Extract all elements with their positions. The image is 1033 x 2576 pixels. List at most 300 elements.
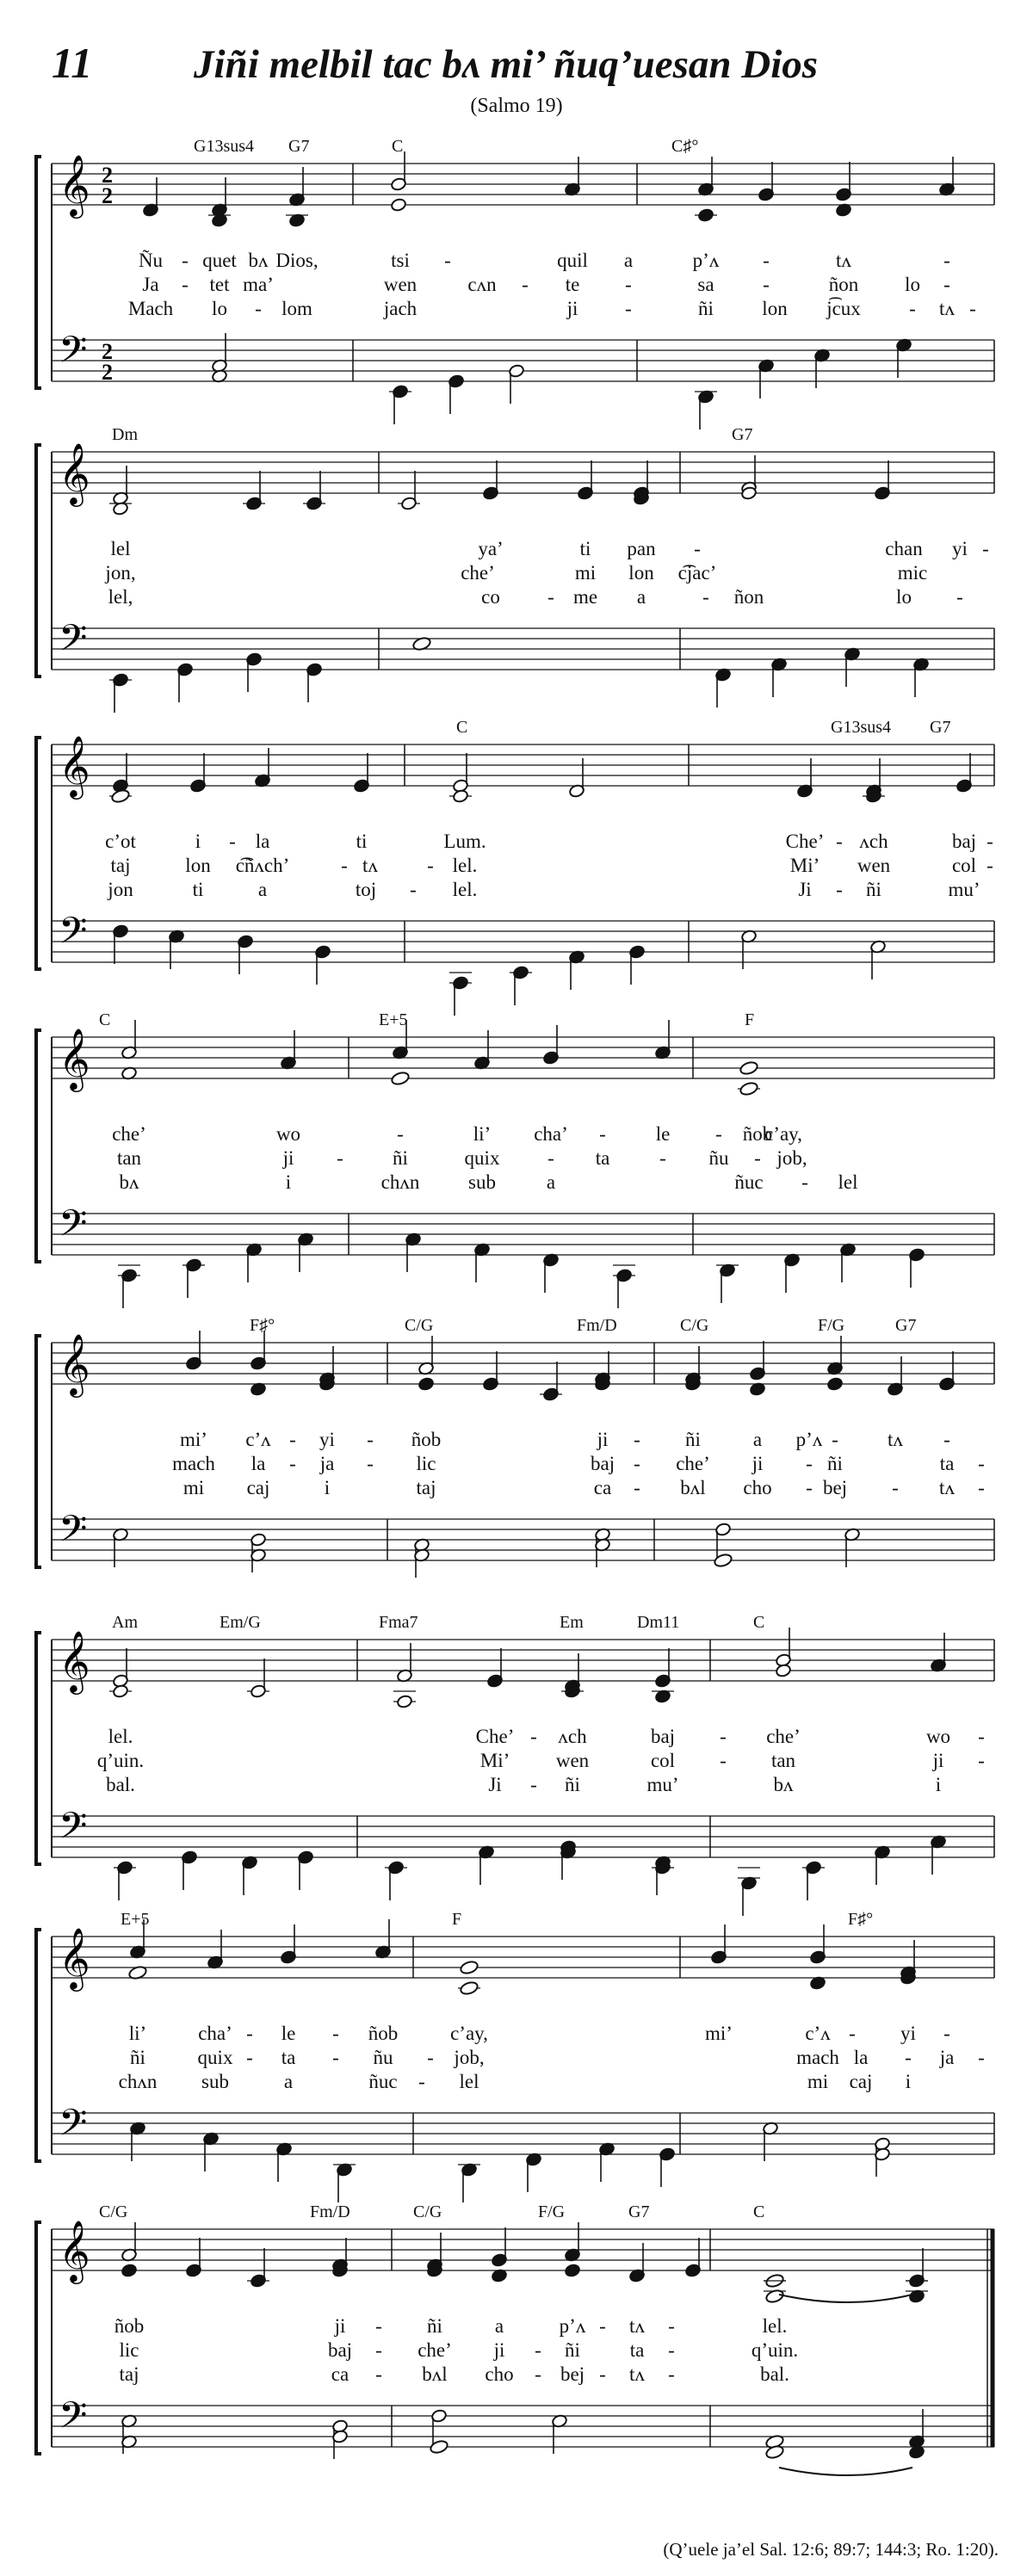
lyric-syllable: ji bbox=[566, 298, 578, 319]
lyric-syllable: bal. bbox=[106, 1774, 135, 1795]
lyric-syllable: ñi bbox=[565, 1774, 580, 1795]
lyric-syllable: li’ bbox=[473, 1123, 492, 1145]
lyric-syllable: - bbox=[668, 2339, 675, 2361]
lyric-syllable: ñi bbox=[427, 2315, 442, 2337]
lyric-syllable: mach bbox=[796, 2047, 839, 2068]
lyric-syllable: lom bbox=[281, 298, 312, 319]
notehead bbox=[111, 788, 131, 804]
lyric-syllable: - bbox=[410, 879, 417, 900]
lyric-syllable: - bbox=[978, 1726, 985, 1747]
treble-clef-icon: 𝄞 bbox=[59, 153, 90, 216]
lyric-syllable: lel. bbox=[108, 1726, 133, 1747]
lyric-syllable: ñu bbox=[373, 2047, 393, 2068]
lyric-syllable: - bbox=[978, 1477, 985, 1498]
chord-symbol: E+5 bbox=[379, 1010, 408, 1029]
lyric-syllable: a bbox=[546, 1171, 556, 1193]
lyric-syllable: ñuc bbox=[368, 2071, 398, 2092]
lyric-syllable: c’ay, bbox=[450, 2023, 488, 2044]
chord-symbol: G7 bbox=[732, 425, 753, 444]
lyric-syllable: la bbox=[251, 1453, 266, 1474]
lyric-syllable: mi bbox=[182, 1477, 205, 1498]
lyric-syllable: tʌ bbox=[836, 250, 851, 271]
system-bracket bbox=[36, 1336, 41, 1567]
lyric-syllable: lel bbox=[838, 1171, 858, 1193]
lyric-syllable: i bbox=[195, 831, 201, 852]
music-system-1 bbox=[0, 137, 1033, 452]
lyric-syllable: jon bbox=[108, 879, 133, 900]
lyric-syllable: lel bbox=[110, 538, 131, 559]
lyric-syllable: lel bbox=[459, 2071, 479, 2092]
lyric-syllable: quix bbox=[197, 2047, 233, 2068]
lyric-syllable: lo bbox=[896, 586, 912, 608]
lyric-syllable: Mi’ bbox=[479, 1750, 510, 1771]
system-bracket bbox=[36, 738, 41, 969]
time-signature-bottom: 2 bbox=[102, 360, 113, 385]
lyric-syllable: bej bbox=[560, 2363, 585, 2385]
lyric-syllable: ca bbox=[331, 2363, 349, 2385]
lyric-syllable: - bbox=[754, 1147, 761, 1169]
lyric-syllable: - bbox=[397, 1123, 404, 1145]
lyric-syllable: Lum. bbox=[443, 831, 486, 852]
lyric-syllable: lon bbox=[185, 855, 211, 876]
lyric-syllable: mi’ bbox=[705, 2023, 733, 2044]
lyric-syllable: ti bbox=[192, 879, 204, 900]
lyric-syllable: - bbox=[892, 1477, 899, 1498]
music-system-6 bbox=[0, 1613, 1033, 1928]
lyric-syllable: wen bbox=[383, 274, 418, 295]
lyric-syllable: la bbox=[853, 2047, 869, 2068]
lyric-syllable: la bbox=[255, 831, 270, 852]
notehead bbox=[391, 1071, 411, 1086]
lyric-syllable: mach bbox=[172, 1453, 215, 1474]
tie bbox=[779, 2468, 912, 2475]
lyric-syllable: ñi bbox=[698, 298, 714, 319]
chord-symbol: G13sus4 bbox=[831, 718, 892, 737]
music-system-3 bbox=[0, 718, 1033, 1033]
lyric-syllable: quil bbox=[557, 250, 588, 271]
lyric-syllable: ta bbox=[595, 1147, 610, 1169]
lyric-syllable: - bbox=[987, 831, 993, 852]
chord-symbol: Am bbox=[112, 1613, 138, 1632]
chord-symbol: C♯° bbox=[671, 137, 699, 156]
chord-symbol: C bbox=[99, 1010, 111, 1029]
chord-symbol: F bbox=[745, 1010, 755, 1029]
lyric-syllable: ʌch bbox=[859, 831, 888, 852]
lyric-syllable: - bbox=[668, 2315, 675, 2337]
treble-clef-icon: 𝄞 bbox=[59, 1332, 90, 1395]
lyric-syllable: - bbox=[182, 274, 189, 295]
lyric-syllable: bʌ bbox=[773, 1774, 794, 1795]
lyric-syllable: jach bbox=[383, 298, 418, 319]
lyric-syllable: lel. bbox=[452, 879, 478, 900]
lyric-syllable: - bbox=[969, 298, 976, 319]
lyric-syllable: te bbox=[565, 274, 580, 295]
lyric-syllable: - bbox=[367, 1453, 374, 1474]
notehead bbox=[430, 2439, 449, 2455]
lyric-syllable: - bbox=[978, 1453, 985, 1474]
lyric-syllable: yi bbox=[319, 1429, 335, 1450]
lyric-syllable: quix bbox=[464, 1147, 500, 1169]
lyric-syllable: ya’ bbox=[478, 538, 504, 559]
chord-symbol: Fm/D bbox=[577, 1316, 617, 1335]
music-system-7 bbox=[0, 1910, 1033, 2225]
lyric-syllable: ji bbox=[282, 1147, 294, 1169]
chord-symbol: G7 bbox=[895, 1316, 917, 1335]
staff-graphics bbox=[0, 723, 1033, 1033]
chord-symbol: C bbox=[392, 137, 404, 156]
chord-symbol: G7 bbox=[628, 2202, 650, 2221]
lyric-syllable: baj bbox=[650, 1726, 676, 1747]
notehead bbox=[112, 1684, 128, 1699]
treble-clef-icon: 𝄞 bbox=[59, 1629, 90, 1692]
lyric-syllable: wen bbox=[857, 855, 891, 876]
lyric-syllable: che’ bbox=[461, 562, 495, 584]
treble-clef-icon: 𝄞 bbox=[59, 2219, 90, 2282]
lyric-syllable: - bbox=[720, 1726, 727, 1747]
lyric-syllable: li’ bbox=[128, 2023, 147, 2044]
time-signature-top: 2 bbox=[102, 339, 113, 364]
notehead bbox=[739, 1081, 759, 1096]
lyric-syllable: ti bbox=[356, 831, 368, 852]
lyric-syllable: che’ bbox=[676, 1453, 710, 1474]
treble-clef-icon: 𝄞 bbox=[59, 1926, 90, 1989]
system-bracket bbox=[36, 2222, 41, 2454]
lyric-syllable: - bbox=[337, 1147, 343, 1169]
lyric-syllable: - bbox=[246, 2023, 253, 2044]
lyric-syllable: - bbox=[547, 1147, 554, 1169]
lyric-syllable: - bbox=[289, 1453, 296, 1474]
lyric-syllable: i bbox=[935, 1774, 942, 1795]
lyric-syllable: - bbox=[763, 274, 770, 295]
lyric-syllable: a bbox=[636, 586, 646, 608]
notehead bbox=[697, 208, 714, 223]
lyric-syllable: quet bbox=[202, 250, 237, 271]
lyric-syllable: tet bbox=[209, 274, 230, 295]
treble-clef-icon: 𝄞 bbox=[59, 1027, 90, 1090]
lyric-syllable: a bbox=[623, 250, 634, 271]
lyric-syllable: wen bbox=[555, 1750, 590, 1771]
notehead bbox=[564, 2264, 580, 2278]
music-system-8 bbox=[0, 2202, 1033, 2517]
notehead bbox=[714, 1553, 733, 1568]
chord-symbol: C bbox=[456, 718, 468, 737]
lyric-syllable: baj bbox=[590, 1453, 615, 1474]
lyric-syllable: mic bbox=[897, 562, 928, 584]
chord-symbol: C bbox=[753, 2202, 765, 2221]
lyric-syllable: sub bbox=[468, 1171, 496, 1193]
lyric-syllable: cho bbox=[485, 2363, 514, 2385]
lyric-syllable: bʌl bbox=[680, 1477, 706, 1498]
lyric-syllable: - bbox=[909, 298, 916, 319]
lyric-syllable: ñob bbox=[742, 1123, 773, 1145]
lyric-syllable: q’uin. bbox=[96, 1750, 145, 1771]
staff-graphics bbox=[0, 1321, 1033, 1631]
lyric-syllable: - bbox=[255, 298, 262, 319]
hymn-number: 11 bbox=[52, 39, 93, 87]
lyric-syllable: ñu bbox=[708, 1147, 729, 1169]
chord-symbol: F♯° bbox=[250, 1316, 275, 1335]
lyric-syllable: ji bbox=[932, 1750, 944, 1771]
lyric-syllable: col bbox=[650, 1750, 676, 1771]
chord-symbol: Fm/D bbox=[310, 2202, 350, 2221]
lyric-syllable: - bbox=[943, 250, 950, 271]
hymn-subtitle: (Salmo 19) bbox=[470, 95, 563, 117]
lyric-syllable: - bbox=[229, 831, 236, 852]
lyric-syllable: cʌn bbox=[467, 274, 497, 295]
lyric-syllable: - bbox=[289, 1429, 296, 1450]
notehead bbox=[826, 1377, 843, 1392]
lyric-syllable: - bbox=[806, 1477, 813, 1498]
lyric-syllable: ñi bbox=[685, 1429, 701, 1450]
lyric-syllable: mi bbox=[574, 562, 597, 584]
lyric-syllable: lel, bbox=[108, 586, 133, 608]
lyric-syllable: - bbox=[668, 2363, 675, 2385]
lyric-syllable: ta bbox=[629, 2339, 645, 2361]
lyric-syllable: lon bbox=[628, 562, 654, 584]
lyric-syllable: q’uin. bbox=[751, 2339, 799, 2361]
lyric-syllable: sa bbox=[697, 274, 714, 295]
bass-clef-icon: 𝄢 bbox=[59, 1805, 88, 1856]
lyric-syllable: - bbox=[956, 586, 963, 608]
chord-symbol: Em/G bbox=[220, 1613, 261, 1632]
lyric-syllable: ca bbox=[593, 1477, 612, 1498]
music-system-4 bbox=[0, 1010, 1033, 1325]
lyric-syllable: taj bbox=[119, 2363, 139, 2385]
lyric-syllable: - bbox=[836, 831, 843, 852]
lyric-syllable: ñi bbox=[866, 879, 881, 900]
chord-symbol: Dm11 bbox=[637, 1613, 680, 1632]
lyric-syllable: ñon bbox=[733, 586, 764, 608]
lyric-syllable: col bbox=[951, 855, 977, 876]
lyric-syllable: - bbox=[720, 1750, 727, 1771]
lyric-syllable: cho bbox=[743, 1477, 772, 1498]
bass-clef-icon: 𝄢 bbox=[59, 2394, 88, 2446]
lyric-syllable: wo bbox=[275, 1123, 301, 1145]
staff-graphics bbox=[0, 142, 1033, 452]
lyric-syllable: baj bbox=[951, 831, 977, 852]
lyric-syllable: - bbox=[987, 855, 993, 876]
lyric-syllable: cha’ bbox=[534, 1123, 568, 1145]
lyric-syllable: cha’ bbox=[198, 2023, 232, 2044]
bass-clef-icon: 𝄢 bbox=[59, 329, 88, 380]
lyric-syllable: - bbox=[801, 1171, 808, 1193]
lyric-syllable: lel. bbox=[762, 2315, 788, 2337]
lyric-syllable: Mach bbox=[127, 298, 174, 319]
lyric-syllable: lo bbox=[212, 298, 227, 319]
notehead bbox=[460, 1960, 479, 1975]
lyric-syllable: - bbox=[978, 1750, 985, 1771]
chord-symbol: F bbox=[452, 1910, 462, 1929]
treble-clef-icon: 𝄞 bbox=[59, 442, 90, 504]
chord-symbol: C/G bbox=[99, 2202, 128, 2221]
lyric-syllable: - bbox=[978, 2047, 985, 2068]
lyric-syllable: ñob bbox=[368, 2023, 399, 2044]
lyric-syllable: ñi bbox=[827, 1453, 843, 1474]
lyric-syllable: - bbox=[530, 1726, 537, 1747]
system-bracket bbox=[36, 1930, 41, 2161]
lyric-syllable: - bbox=[427, 855, 434, 876]
lyric-syllable: ji bbox=[334, 2315, 346, 2337]
lyric-syllable: ji bbox=[597, 1429, 609, 1450]
chord-symbol: C bbox=[753, 1613, 765, 1632]
chord-symbol: C/G bbox=[405, 1316, 434, 1335]
lyric-syllable: Che’ bbox=[475, 1726, 515, 1747]
lyric-syllable: ti bbox=[579, 538, 591, 559]
lyric-syllable: bʌ bbox=[248, 250, 269, 271]
lyric-syllable: - bbox=[634, 1429, 640, 1450]
lyric-syllable: ja bbox=[939, 2047, 955, 2068]
lyric-syllable: - bbox=[715, 1123, 722, 1145]
lyric-syllable: - bbox=[634, 1477, 640, 1498]
lyric-syllable: Ji bbox=[798, 879, 812, 900]
lyric-syllable: p’ʌ bbox=[795, 1429, 823, 1450]
lyric-syllable: job, bbox=[776, 1147, 807, 1169]
lyric-syllable: tʌ bbox=[888, 1429, 903, 1450]
lyric-syllable: bej bbox=[822, 1477, 848, 1498]
notehead bbox=[121, 2264, 137, 2278]
notehead bbox=[775, 1664, 791, 1678]
lyric-syllable: - bbox=[427, 2047, 434, 2068]
lyric-syllable: - bbox=[836, 879, 843, 900]
bass-clef-icon: 𝄢 bbox=[59, 617, 88, 669]
lyric-syllable: tʌ bbox=[939, 298, 955, 319]
bass-clef-icon: 𝄢 bbox=[59, 1508, 88, 1560]
lyric-syllable: chʌn bbox=[380, 1171, 420, 1193]
lyric-syllable: c’ʌ bbox=[245, 1429, 271, 1450]
lyric-syllable: j͡cux bbox=[826, 298, 861, 319]
notehead bbox=[452, 789, 468, 804]
chord-symbol: C/G bbox=[680, 1316, 709, 1335]
lyric-syllable: baj bbox=[327, 2339, 353, 2361]
lyric-syllable: - bbox=[522, 274, 529, 295]
lyric-syllable: i bbox=[285, 1171, 292, 1193]
lyric-syllable: wo bbox=[925, 1726, 951, 1747]
lyric-syllable: - bbox=[341, 855, 348, 876]
system-bracket bbox=[36, 1633, 41, 1864]
chord-symbol: F/G bbox=[538, 2202, 566, 2221]
lyric-syllable: toj bbox=[355, 879, 377, 900]
lyric-syllable: Mi’ bbox=[789, 855, 820, 876]
lyric-syllable: - bbox=[659, 1147, 666, 1169]
lyric-syllable: lo bbox=[905, 274, 920, 295]
lyric-syllable: taj bbox=[416, 1477, 436, 1498]
time-signature-bottom: 2 bbox=[102, 183, 113, 208]
lyric-syllable: caj bbox=[246, 1477, 270, 1498]
music-system-5 bbox=[0, 1316, 1033, 1631]
lyric-syllable: - bbox=[599, 2363, 606, 2385]
lyric-syllable: ʌch bbox=[558, 1726, 587, 1747]
lyric-syllable: le bbox=[281, 2023, 296, 2044]
lyric-syllable: lic bbox=[416, 1453, 436, 1474]
lyric-syllable: ñi bbox=[393, 1147, 408, 1169]
music-system-2 bbox=[0, 425, 1033, 740]
lyric-syllable: - bbox=[367, 1429, 374, 1450]
lyric-syllable: - bbox=[375, 2339, 382, 2361]
hymn-title: Jiñi melbil tac bʌ mi’ ñuq’uesan Dios bbox=[194, 42, 819, 87]
lyric-syllable: - bbox=[982, 538, 989, 559]
notehead bbox=[390, 198, 406, 213]
lyric-syllable: - bbox=[375, 2363, 382, 2385]
system-bracket bbox=[36, 157, 41, 388]
staff-graphics bbox=[0, 1915, 1033, 2225]
lyric-syllable: chan bbox=[885, 538, 923, 559]
lyric-syllable: che’ bbox=[766, 1726, 801, 1747]
lyric-syllable: - bbox=[943, 2023, 950, 2044]
chord-symbol: E+5 bbox=[121, 1910, 150, 1929]
lyric-syllable: ja bbox=[319, 1453, 335, 1474]
lyric-syllable: - bbox=[535, 2363, 541, 2385]
lyric-syllable: taj bbox=[110, 855, 131, 876]
time-signature-top: 2 bbox=[102, 163, 113, 188]
lyric-syllable: - bbox=[763, 250, 770, 271]
staff-graphics bbox=[0, 1618, 1033, 1928]
notehead bbox=[739, 1060, 759, 1076]
lyric-syllable: a bbox=[752, 1429, 763, 1450]
tie bbox=[779, 2295, 912, 2302]
lyric-syllable: - bbox=[702, 586, 709, 608]
lyric-syllable: bʌ bbox=[119, 1171, 139, 1193]
bass-clef-icon: 𝄢 bbox=[59, 1202, 88, 1254]
lyric-syllable: - bbox=[849, 2023, 856, 2044]
lyric-syllable: - bbox=[599, 2315, 606, 2337]
lyric-syllable: tʌ bbox=[362, 855, 378, 876]
lyric-syllable: tʌ bbox=[939, 1477, 955, 1498]
chord-symbol: F♯° bbox=[848, 1910, 874, 1929]
lyric-syllable: p’ʌ bbox=[559, 2315, 586, 2337]
chord-symbol: F/G bbox=[818, 1316, 845, 1335]
lyric-syllable: mu’ bbox=[948, 879, 980, 900]
system-bracket bbox=[36, 445, 41, 676]
treble-clef-icon: 𝄞 bbox=[59, 734, 90, 797]
lyric-syllable: yi bbox=[900, 2023, 916, 2044]
lyric-syllable: bʌl bbox=[422, 2363, 448, 2385]
chord-symbol: C/G bbox=[413, 2202, 442, 2221]
lyric-syllable: c’ot bbox=[105, 831, 136, 852]
lyric-syllable: - bbox=[832, 1429, 838, 1450]
lyric-syllable: - bbox=[905, 2047, 912, 2068]
lyric-syllable: - bbox=[246, 2047, 253, 2068]
lyric-syllable: lon bbox=[762, 298, 788, 319]
lyric-syllable: - bbox=[332, 2047, 339, 2068]
lyric-syllable: bal. bbox=[760, 2363, 789, 2385]
lyric-syllable: - bbox=[625, 298, 632, 319]
lyric-syllable: ñob bbox=[114, 2315, 145, 2337]
lyric-syllable: - bbox=[535, 2339, 541, 2361]
lyric-syllable: c͡jac’ bbox=[677, 562, 717, 584]
lyric-syllable: p’ʌ bbox=[692, 250, 720, 271]
lyric-syllable: tʌ bbox=[629, 2363, 645, 2385]
lyric-syllable: i bbox=[905, 2071, 912, 2092]
lyric-syllable: - bbox=[806, 1453, 813, 1474]
lyric-syllable: le bbox=[655, 1123, 671, 1145]
lyric-syllable: tan bbox=[116, 1147, 142, 1169]
lyric-syllable: Ja bbox=[142, 274, 159, 295]
lyric-syllable: caj bbox=[849, 2071, 873, 2092]
lyric-syllable: - bbox=[625, 274, 632, 295]
chord-symbol: Em bbox=[560, 1613, 584, 1632]
lyric-syllable: tʌ bbox=[629, 2315, 645, 2337]
lyric-syllable: tan bbox=[770, 1750, 796, 1771]
lyric-syllable: - bbox=[332, 2023, 339, 2044]
lyric-syllable: ñon bbox=[828, 274, 859, 295]
notehead bbox=[460, 1980, 479, 1996]
lyric-syllable: pan bbox=[627, 538, 656, 559]
lyric-syllable: che’ bbox=[418, 2339, 452, 2361]
lyric-syllable: Dios, bbox=[275, 250, 319, 271]
lyric-syllable: yi bbox=[952, 538, 968, 559]
lyric-syllable: - bbox=[943, 1429, 950, 1450]
lyric-syllable: ji bbox=[493, 2339, 505, 2361]
